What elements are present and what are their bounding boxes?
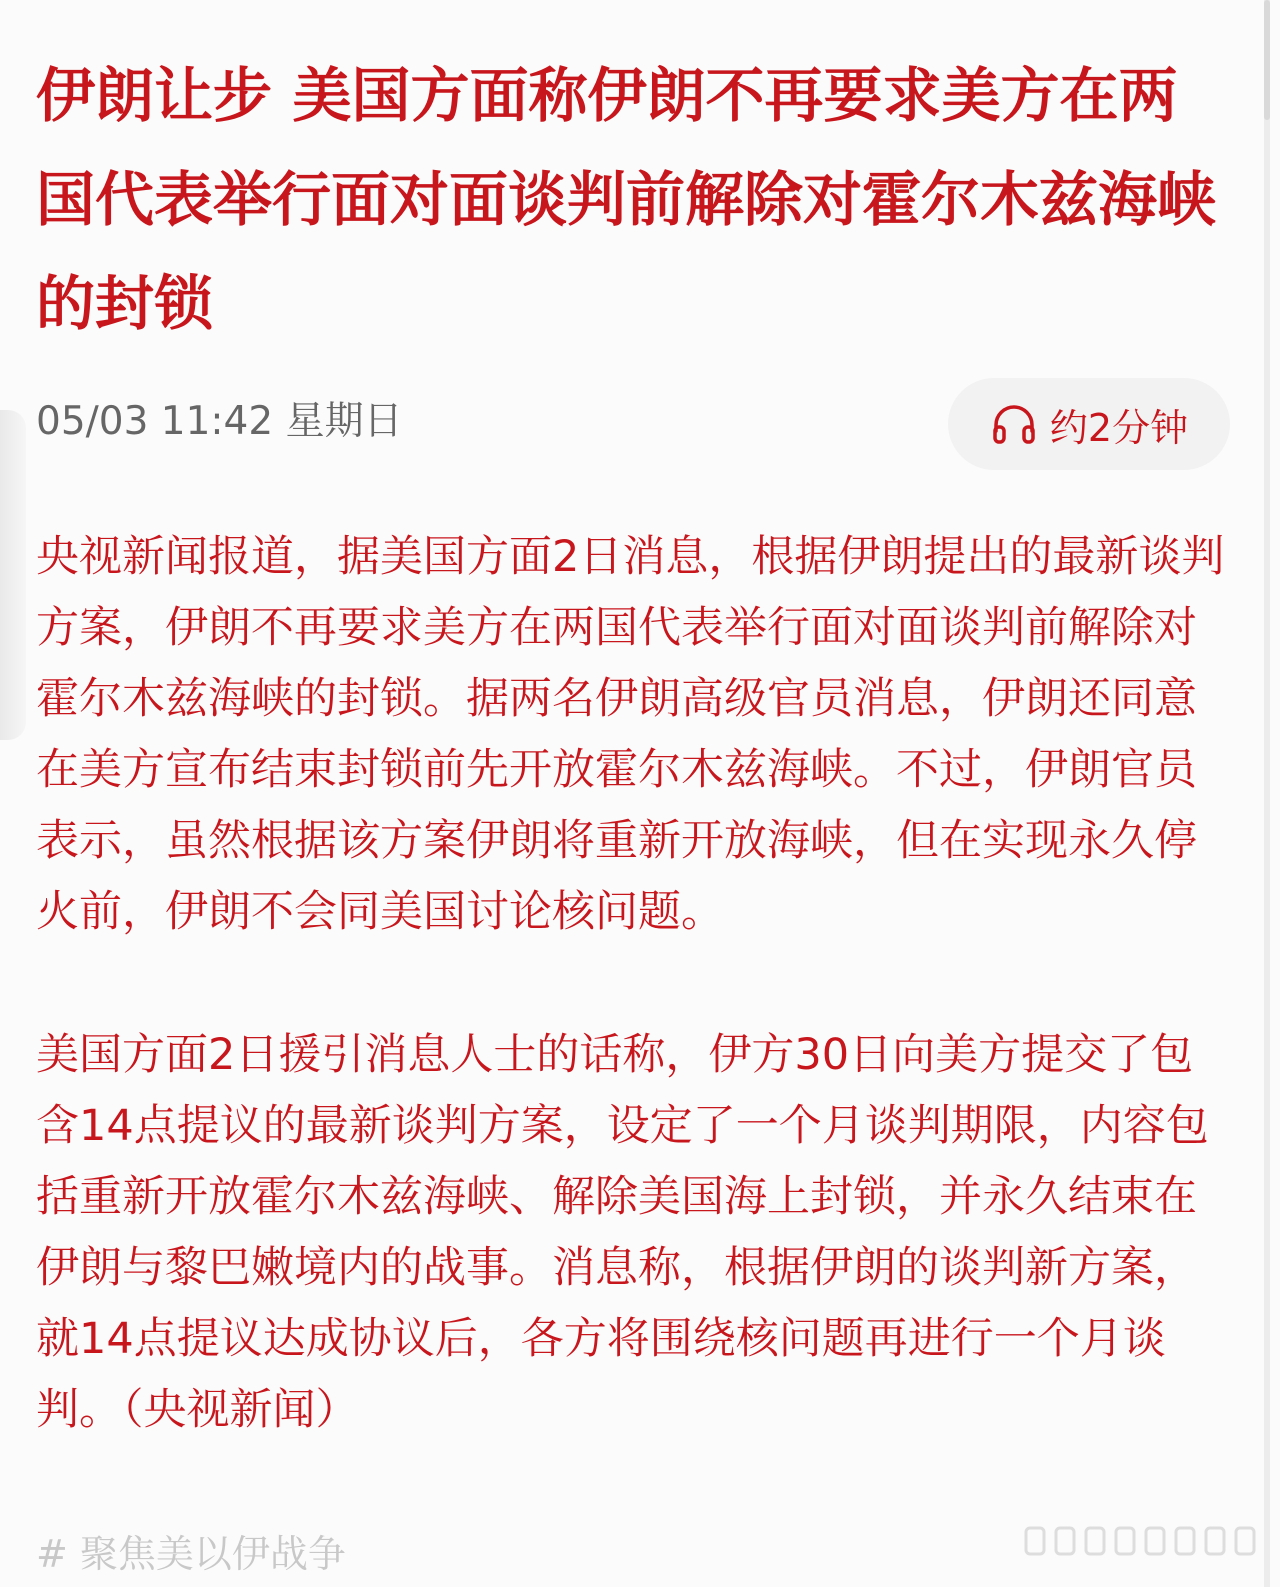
publish-datetime: 05/03 11:42 星期日 — [36, 399, 403, 444]
paragraph-2: 美国方面2日援引消息人士的话称，伊方30日向美方提交了包含14点提议的最新谈判方案，设定了一个月谈判期限，内容包括重新开放霍尔木兹海峡、解除美国海上封锁，并永久结束在伊朗与黎巴嫩境内的战事。消息称，根据伊朗的谈判新方案，就14点提议达成协议后，各方将围绕核问题再进行一个月谈判。（央视新闻） — [36, 1030, 1209, 1435]
headphones-icon — [990, 401, 1038, 447]
article-meta — [36, 378, 1230, 470]
topic-tag-link[interactable]: # 聚焦美以伊战争 — [36, 1532, 346, 1576]
watermark-logo — [1022, 1520, 1262, 1560]
article-title: 伊朗让步 美国方面称伊朗不再要求美方在两国代表举行面对面谈判前解除对霍尔木兹海峡的封锁 — [36, 61, 1217, 338]
scrollbar[interactable] — [1264, 0, 1270, 1587]
left-edge-handle[interactable] — [0, 410, 26, 740]
listen-button[interactable] — [948, 378, 1230, 470]
scrollbar-thumb[interactable] — [1264, 0, 1270, 120]
listen-duration: 约2分钟 — [1049, 405, 1189, 450]
paragraph-1: 央视新闻报道，据美国方面2日消息，根据伊朗提出的最新谈判方案，伊朗不再要求美方在两国代表举行面对面谈判前解除对霍尔木兹海峡的封锁。据两名伊朗高级官员消息，伊朗还同意在美方宣布结束封锁前先开放霍尔木兹海峡。不过，伊朗官员表示，虽然根据该方案伊朗将重新开放海峡，但在实现永久停火前，伊朗不会同美国讨论核问题。 — [36, 532, 1225, 937]
article-body — [36, 522, 1232, 1518]
